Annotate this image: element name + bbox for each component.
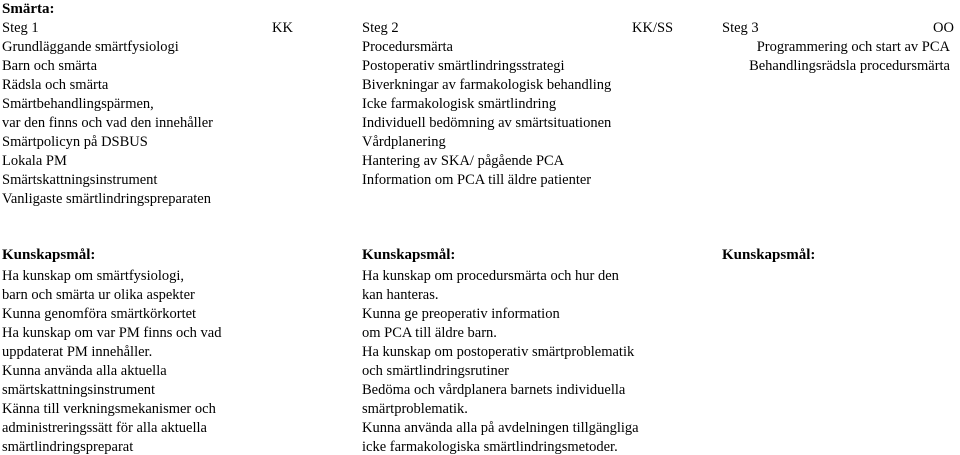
step-1-goal-line: Ha kunskap om var PM finns och vad [2,325,222,341]
step-3-label: Steg 3 [722,20,759,36]
step-2-goal-line: Ha kunskap om postoperativ smärtproblematik [362,344,635,360]
step-1-topic: Rädsla och smärta [2,77,109,93]
step-1-topic: Vanligaste smärtlindringspreparaten [2,191,211,207]
step-3-topic: Behandlingsrädsla procedursmärta [749,58,950,74]
step-header-row [0,21,960,36]
step-1-goal-line: administreringssätt för alla aktuella [2,420,207,436]
step-1-goal-line: Kunna använda alla aktuella [2,363,167,379]
step-1-topic: Lokala PM [2,153,67,169]
step-2-goal-line: och smärtlindringsrutiner [362,363,509,379]
step-2-goal-line: om PCA till äldre barn. [362,325,497,341]
step-2-goal-line: smärtproblematik. [362,401,468,417]
step-2-topic: Hantering av SKA/ pågående PCA [362,153,565,169]
step-2-topic: Biverkningar av farmakologisk behandling [362,77,612,93]
step-1-goal-line: Känna till verkningsmekanismer och [2,401,216,417]
step-1-goal-line: uppdaterat PM innehåller. [2,344,153,360]
step-3-goals-heading: Kunskapsmål: [722,247,816,263]
step-2-topic: Icke farmakologisk smärtlindring [362,96,557,112]
step-3-code: OO [933,20,954,36]
step-1-topic: Smärtskattningsinstrument [2,172,158,188]
step-1-goal-line: Ha kunskap om smärtfysiologi, [2,268,185,284]
step-1-label: Steg 1 [2,20,39,36]
step-1-goal-line: barn och smärta ur olika aspekter [2,287,195,303]
step-2-goal-line: Bedöma och vårdplanera barnets individuella [362,382,626,398]
step-2-code: KK/SS [632,20,674,36]
step-2-goal-line: icke farmakologiska smärtlindringsmetoder. [362,439,618,455]
step-1-topic: var den finns och vad den innehåller [2,115,213,131]
step-2-topic: Individuell bedömning av smärtsituationen [362,115,612,131]
step-2-topic: Information om PCA till äldre patienter [362,172,592,188]
step-3-topic: Programmering och start av PCA [756,39,950,55]
step-2-topic: Postoperativ smärtlindringsstrategi [362,58,565,74]
step-1-topic: Barn och smärta [2,58,98,74]
step-2-goal-line: Ha kunskap om procedursmärta och hur den [362,268,619,284]
step-2-goal-line: Kunna använda alla på avdelningen tillgängliga [362,420,639,436]
step-2-goal-line: Kunna ge preoperativ information [362,306,560,322]
step-1-topic: Grundläggande smärtfysiologi [2,39,179,55]
step-1-goal-line: smärtlindringspreparat [2,439,134,455]
page-title: Smärta: [2,1,55,17]
step-1-topic: Smärtbehandlingspärmen, [2,96,154,112]
step-1-goal-line: smärtskattningsinstrument [2,382,156,398]
step-2-goals-heading: Kunskapsmål: [362,247,456,263]
step-1-code: KK [272,20,293,36]
step-2-topic: Vårdplanering [362,134,446,150]
step-2-topic: Procedursmärta [362,39,453,55]
step-2-label: Steg 2 [362,20,399,36]
step-1-goals-heading: Kunskapsmål: [2,247,96,263]
step-2-goal-line: kan hanteras. [362,287,439,303]
step-1-goal-line: Kunna genomföra smärtkörkortet [2,306,197,322]
step-1-topic: Smärtpolicyn på DSBUS [2,134,148,150]
